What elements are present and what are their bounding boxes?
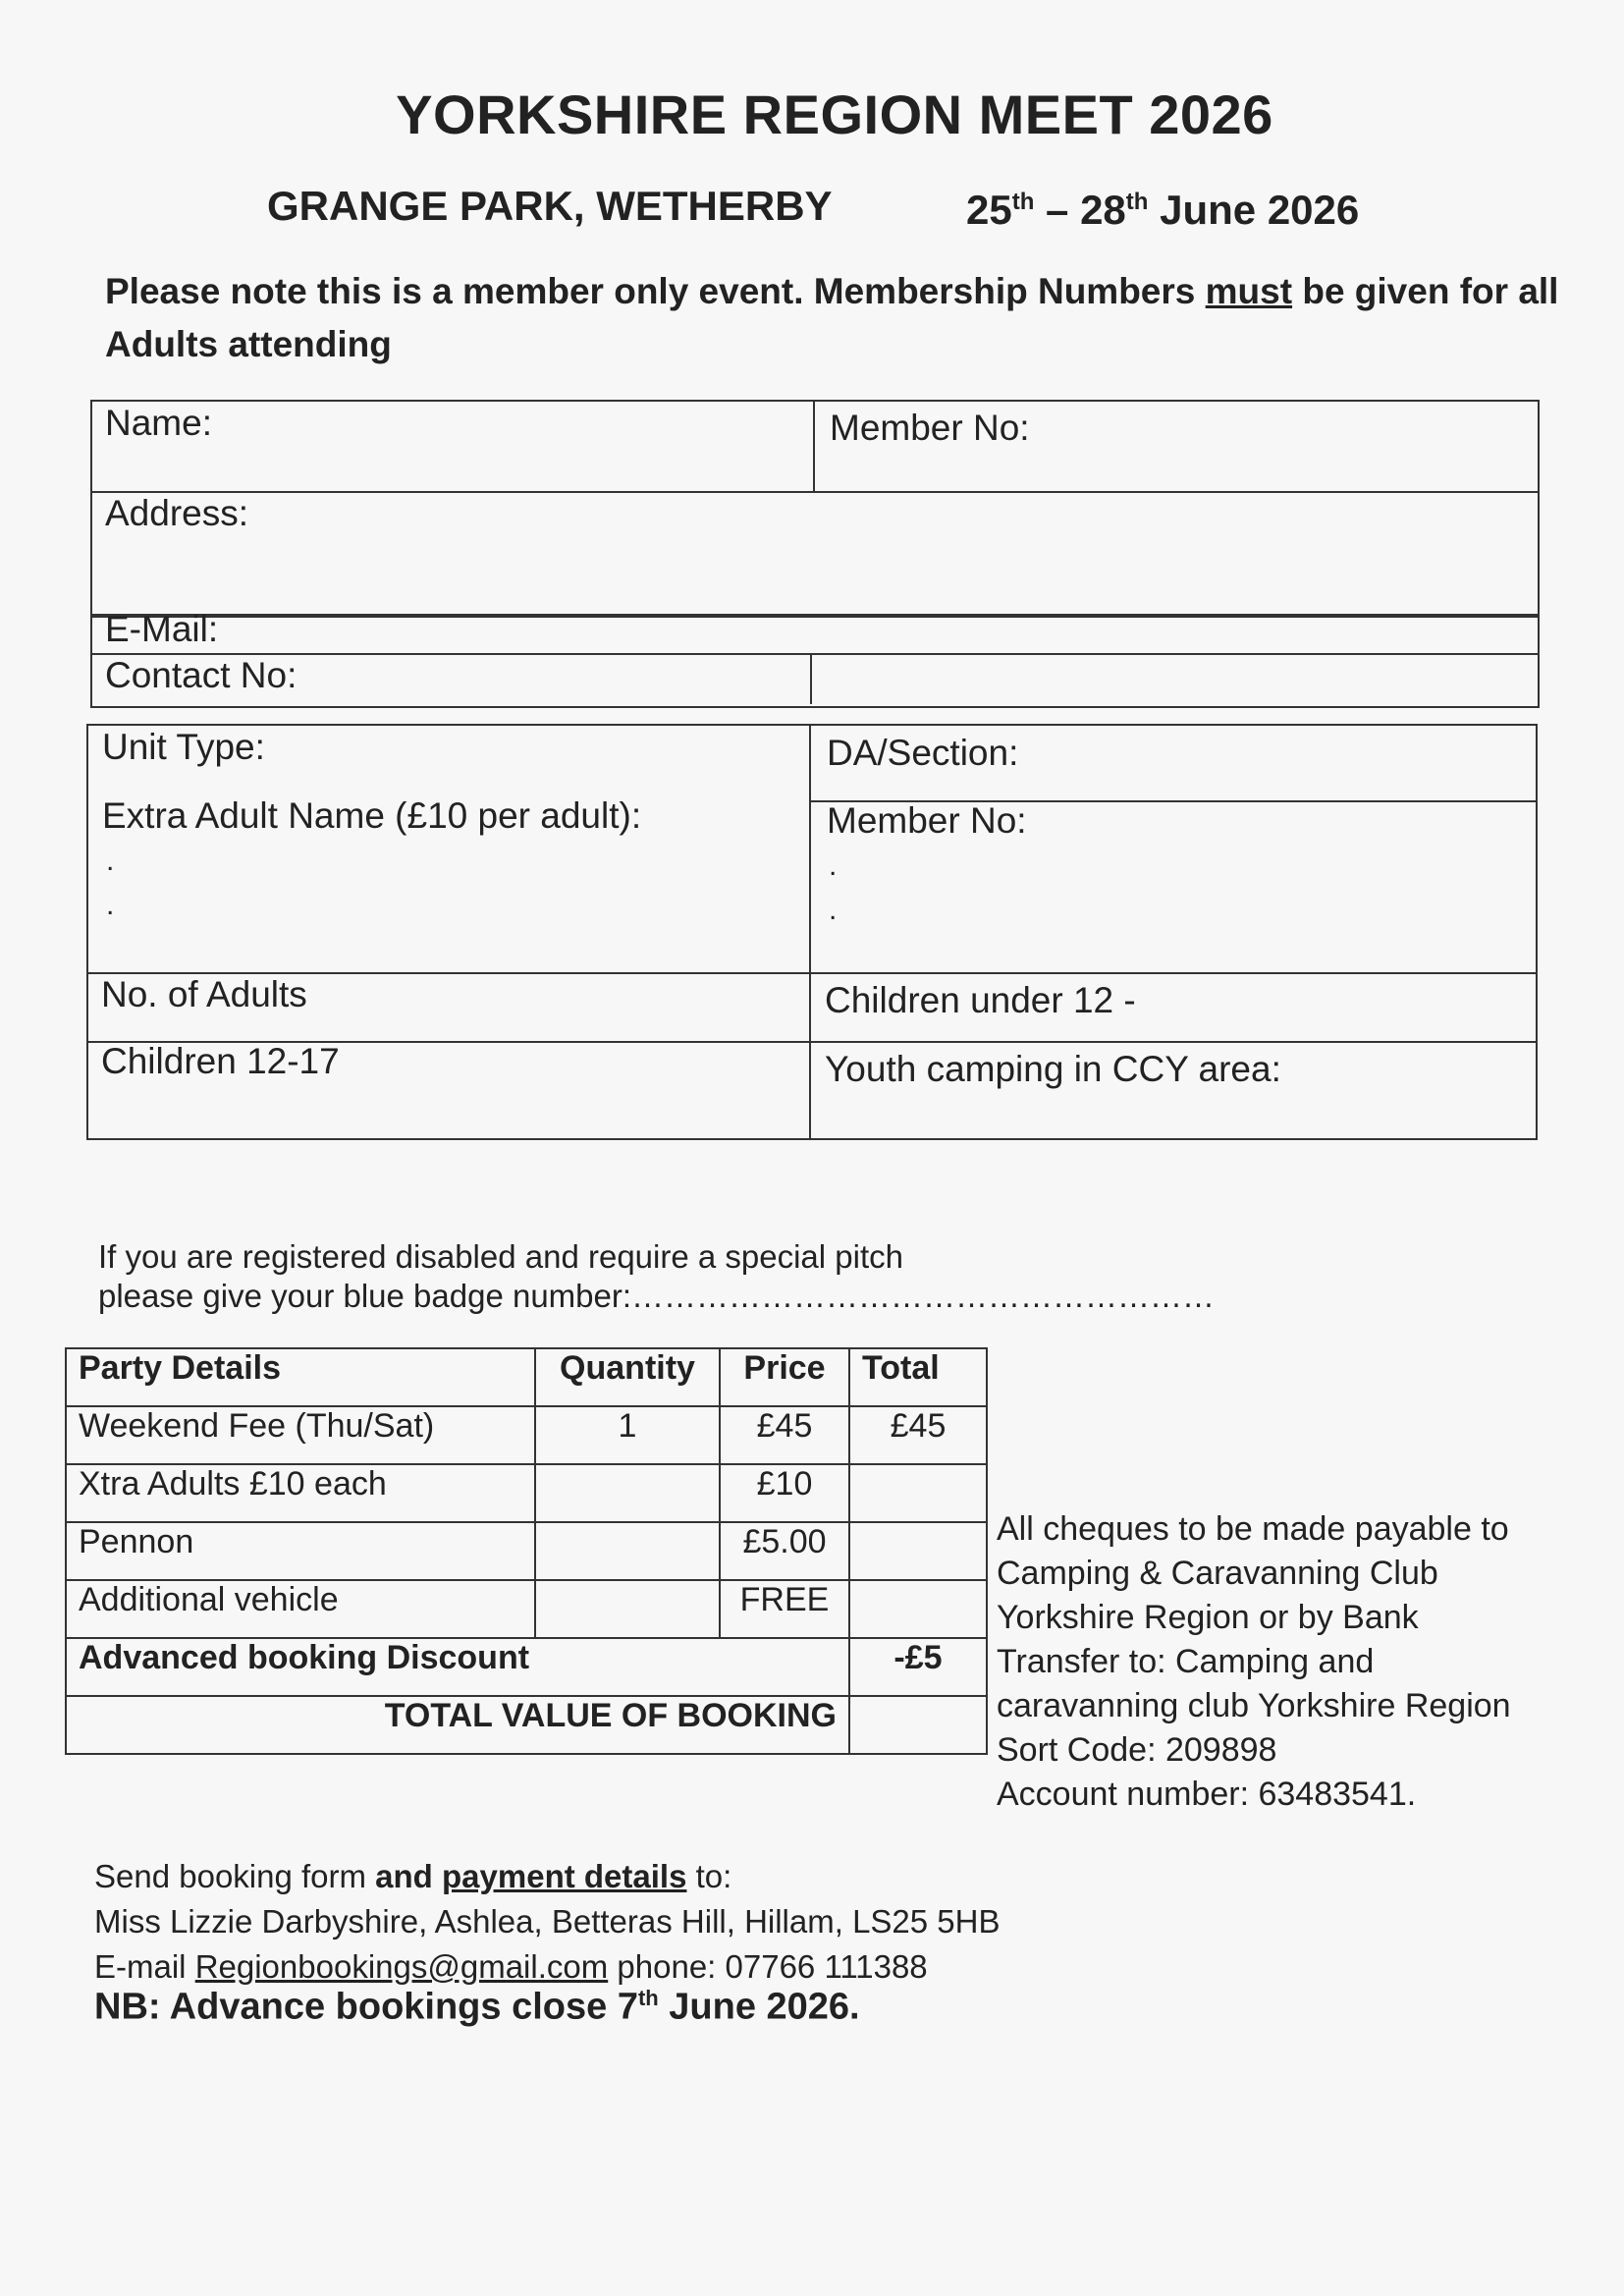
event-dates: 25th – 28th June 2026 [966, 187, 1360, 233]
table-cell: Additional vehicle [66, 1580, 535, 1638]
payment-line: All cheques to be made payable to [997, 1510, 1509, 1548]
table-row [66, 1580, 987, 1638]
table-cell[interactable] [849, 1522, 987, 1580]
contact-line: E-mail Regionbookings@gmail.com phone: 07766 111388 [94, 1948, 928, 1985]
header-cell: Party Details [66, 1348, 535, 1406]
table-cell[interactable]: 1 [535, 1406, 720, 1464]
contact-box-lower [90, 614, 1540, 708]
da-section-field[interactable]: DA/Section: [827, 733, 1019, 773]
extra-adult-line-1[interactable]: . [106, 845, 115, 877]
party-details-table [65, 1347, 988, 1755]
table-cell: £10 [720, 1464, 849, 1522]
divider [813, 400, 815, 491]
table-cell[interactable]: £45 [849, 1406, 987, 1464]
divider [90, 653, 1538, 655]
youth-camping-field[interactable]: Youth camping in CCY area: [825, 1049, 1281, 1089]
address-field[interactable]: Address: [105, 493, 249, 533]
table-header-row [66, 1348, 987, 1406]
account-number: Account number: 63483541. [997, 1776, 1417, 1813]
children-12-17-field[interactable]: Children 12-17 [101, 1041, 340, 1081]
table-cell[interactable] [849, 1580, 987, 1638]
payment-line: caravanning club Yorkshire Region [997, 1687, 1511, 1724]
postal-address: Miss Lizzie Darbyshire, Ashlea, Betteras Hill, Hillam, LS25 5HB [94, 1903, 1001, 1940]
extra-member-line-1[interactable]: . [829, 849, 838, 882]
table-cell[interactable] [535, 1522, 720, 1580]
discount-value: -£5 [849, 1638, 987, 1696]
divider [809, 724, 811, 1138]
table-row [66, 1522, 987, 1580]
extra-member-no-field[interactable]: Member No: [827, 800, 1027, 841]
children-under-12-field[interactable]: Children under 12 - [825, 980, 1136, 1020]
table-cell: £45 [720, 1406, 849, 1464]
unit-type-field[interactable]: Unit Type: [102, 727, 265, 767]
table-row [66, 1406, 987, 1464]
disabled-note [98, 1237, 1375, 1316]
divider [90, 491, 1538, 493]
deadline-note: NB: Advance bookings close 7th June 2026. [94, 1986, 860, 2028]
name-field[interactable]: Name: [105, 403, 212, 443]
table-cell[interactable] [535, 1580, 720, 1638]
member-no-field[interactable]: Member No: [830, 408, 1030, 448]
venue: GRANGE PARK, WETHERBY [267, 183, 833, 229]
table-cell[interactable] [535, 1464, 720, 1522]
discount-label: Advanced booking Discount [66, 1638, 849, 1696]
payment-line: Camping & Caravanning Club [997, 1555, 1438, 1592]
blue-badge-field[interactable]: please give your blue badge number:……………………………………………… [98, 1278, 1216, 1314]
table-cell: £5.00 [720, 1522, 849, 1580]
table-cell: FREE [720, 1580, 849, 1638]
email-field[interactable]: E-Mail: [105, 609, 219, 649]
no-adults-field[interactable]: No. of Adults [101, 974, 307, 1014]
header-cell: Quantity [535, 1348, 720, 1406]
table-row [66, 1464, 987, 1522]
extra-adult-field[interactable]: Extra Adult Name (£10 per adult): [102, 795, 642, 836]
send-line: Send booking form and payment details to: [94, 1858, 732, 1894]
disabled-line-1: If you are registered disabled and require a special pitch [98, 1238, 903, 1275]
send-instructions [94, 1854, 1001, 1990]
table-cell[interactable] [849, 1464, 987, 1522]
payment-line: Transfer to: Camping and [997, 1643, 1375, 1680]
divider [810, 653, 812, 704]
member-notice: Please note this is a member only event. Membership Numbers must be given for all Adults attending [105, 271, 1559, 364]
contact-no-field[interactable]: Contact No: [105, 655, 298, 695]
table-cell: Pennon [66, 1522, 535, 1580]
payment-instructions [997, 1507, 1586, 1817]
payment-line: Yorkshire Region or by Bank [997, 1599, 1419, 1636]
table-cell: Weekend Fee (Thu/Sat) [66, 1406, 535, 1464]
discount-row [66, 1638, 987, 1696]
email-link[interactable]: Regionbookings@gmail.com [194, 1948, 609, 1985]
extra-member-line-2[interactable]: . [829, 894, 838, 926]
phone-number: phone: 07766 111388 [608, 1948, 928, 1985]
extra-adult-line-2[interactable]: . [106, 889, 115, 921]
page-title: YORKSHIRE REGION MEET 2026 [396, 83, 1273, 145]
total-value[interactable] [849, 1696, 987, 1754]
sort-code: Sort Code: 209898 [997, 1731, 1277, 1769]
table-cell: Xtra Adults £10 each [66, 1464, 535, 1522]
header-cell: Price [720, 1348, 849, 1406]
total-row [66, 1696, 987, 1754]
total-label: TOTAL VALUE OF BOOKING [66, 1696, 849, 1754]
contact-box-outer [90, 400, 1540, 618]
header-cell: Total [849, 1348, 987, 1406]
